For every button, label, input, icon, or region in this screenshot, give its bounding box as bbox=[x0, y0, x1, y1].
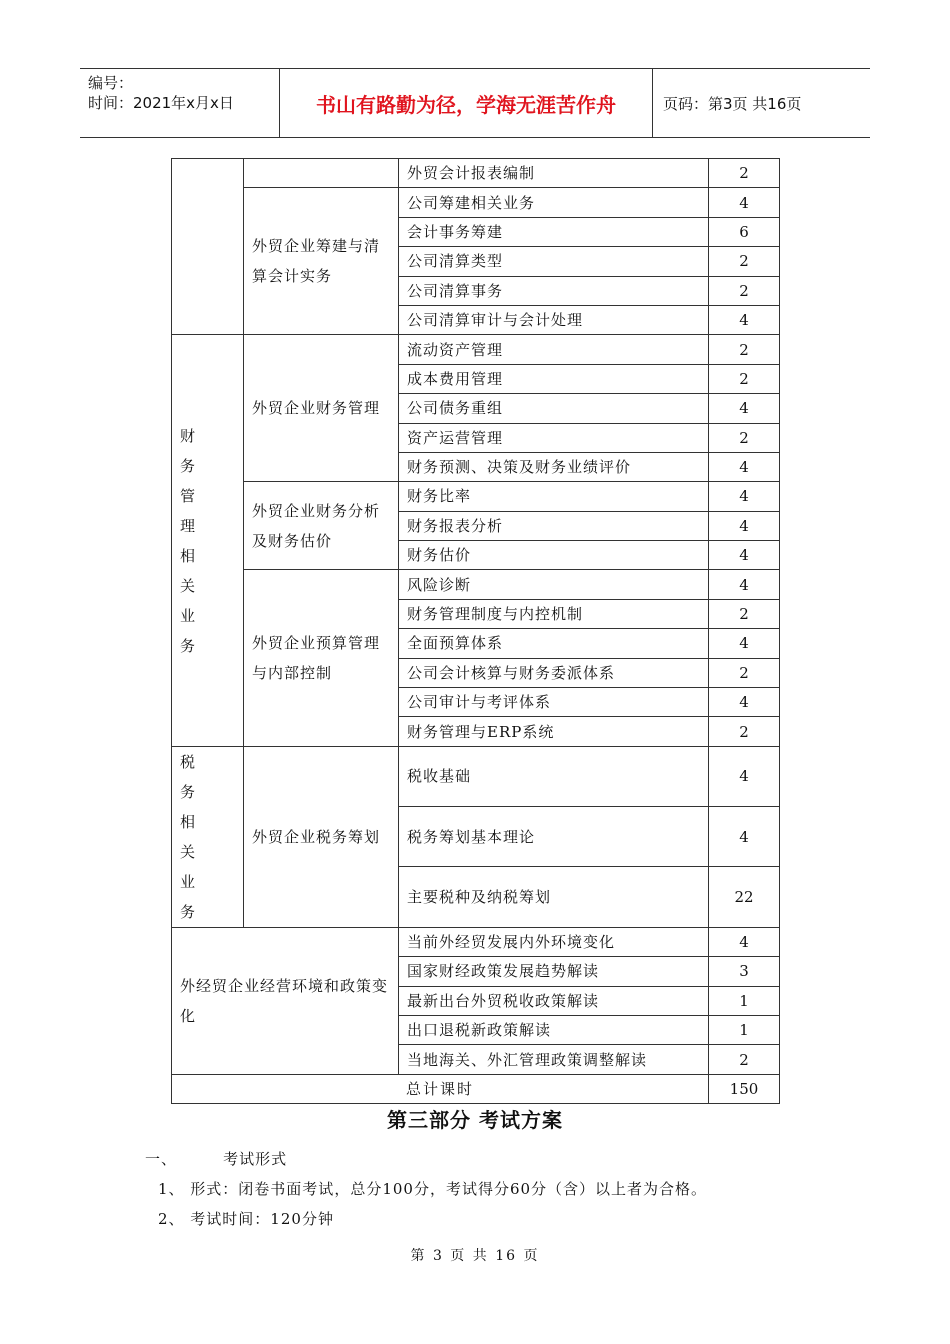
item-cell: 公司债务重组 bbox=[399, 394, 709, 423]
section-title: 第三部分 考试方案 bbox=[387, 1108, 563, 1132]
item-cell: 成本费用管理 bbox=[399, 364, 709, 393]
hours-cell: 1 bbox=[709, 1015, 780, 1044]
hours-cell: 4 bbox=[709, 188, 780, 217]
header-motto: 书山有路勤为径，学海无涯苦作舟 bbox=[280, 69, 653, 137]
code-label: 编号： bbox=[88, 74, 134, 92]
subcategory-cell: 外贸企业税务筹划 bbox=[244, 746, 399, 927]
item-cell: 公司清算事务 bbox=[399, 276, 709, 305]
subcategory-cell: 外贸企业财务管理 bbox=[244, 335, 399, 482]
hours-cell: 2 bbox=[709, 599, 780, 628]
item-cell: 财务管理制度与内控机制 bbox=[399, 599, 709, 628]
hours-cell: 2 bbox=[709, 159, 780, 188]
hours-cell: 4 bbox=[709, 688, 780, 717]
item-cell: 公司清算审计与会计处理 bbox=[399, 305, 709, 334]
item-cell: 资产运营管理 bbox=[399, 423, 709, 452]
header-page-number: 页码：第3页 共16页 bbox=[663, 94, 802, 113]
item-cell: 全面预算体系 bbox=[399, 629, 709, 658]
hours-cell: 2 bbox=[709, 658, 780, 687]
table-row bbox=[172, 570, 780, 599]
hours-cell: 6 bbox=[709, 217, 780, 246]
course-hours-table bbox=[171, 158, 780, 1104]
table-row bbox=[172, 188, 780, 217]
subcategory-cell: 外贸企业财务分析及财务估价 bbox=[244, 482, 399, 570]
hours-cell: 4 bbox=[709, 570, 780, 599]
hours-cell: 4 bbox=[709, 511, 780, 540]
hours-cell: 4 bbox=[709, 629, 780, 658]
table-total-row bbox=[172, 1074, 780, 1103]
paragraph: 1、 形式：闭卷书面考试，总分100分，考试得分60分（含）以上者为合格。 bbox=[158, 1180, 708, 1198]
subcategory-cell bbox=[244, 159, 399, 188]
item-cell: 税务筹划基本理论 bbox=[399, 807, 709, 867]
item-cell: 会计事务筹建 bbox=[399, 217, 709, 246]
hours-cell: 4 bbox=[709, 541, 780, 570]
category-cell bbox=[172, 159, 244, 335]
item-cell: 财务管理与ERP系统 bbox=[399, 717, 709, 746]
page-header bbox=[80, 68, 870, 138]
item-cell: 风险诊断 bbox=[399, 570, 709, 599]
total-hours: 150 bbox=[709, 1074, 780, 1103]
hours-cell: 1 bbox=[709, 986, 780, 1015]
subcategory-cell: 外贸企业筹建与清算会计实务 bbox=[244, 188, 399, 335]
item-cell: 最新出台外贸税收政策解读 bbox=[399, 986, 709, 1015]
section-heading: 一、 考试形式 bbox=[145, 1150, 288, 1168]
table-row bbox=[172, 927, 780, 956]
item-cell: 主要税种及纳税筹划 bbox=[399, 867, 709, 927]
item-cell: 外贸会计报表编制 bbox=[399, 159, 709, 188]
item-cell: 财务报表分析 bbox=[399, 511, 709, 540]
hours-cell: 3 bbox=[709, 957, 780, 986]
item-cell: 税收基础 bbox=[399, 746, 709, 806]
hours-cell: 4 bbox=[709, 394, 780, 423]
category-label: 财务管理相关业务 bbox=[180, 426, 198, 655]
hours-cell: 2 bbox=[709, 335, 780, 364]
item-cell: 当前外经贸发展内外环境变化 bbox=[399, 927, 709, 956]
item-cell: 公司清算类型 bbox=[399, 247, 709, 276]
total-label: 总计课时 bbox=[172, 1074, 709, 1103]
page-footer: 第 3 页 共 16 页 bbox=[410, 1248, 540, 1264]
time-label: 时间：2021年x月x日 bbox=[88, 94, 234, 112]
paragraph: 2、 考试时间：120分钟 bbox=[158, 1210, 334, 1228]
item-cell: 财务预测、决策及财务业绩评价 bbox=[399, 452, 709, 481]
category-cell bbox=[172, 335, 244, 746]
table-row bbox=[172, 159, 780, 188]
category-label: 税务相关业务 bbox=[180, 752, 198, 921]
category-cell bbox=[172, 746, 244, 927]
hours-cell: 4 bbox=[709, 746, 780, 806]
table-row bbox=[172, 746, 780, 806]
hours-cell: 22 bbox=[709, 867, 780, 927]
item-cell: 财务比率 bbox=[399, 482, 709, 511]
header-meta bbox=[80, 69, 280, 137]
hours-cell: 4 bbox=[709, 807, 780, 867]
hours-cell: 4 bbox=[709, 305, 780, 334]
item-cell: 公司审计与考评体系 bbox=[399, 688, 709, 717]
item-cell: 当地海关、外汇管理政策调整解读 bbox=[399, 1045, 709, 1074]
item-cell: 出口退税新政策解读 bbox=[399, 1015, 709, 1044]
item-cell: 公司筹建相关业务 bbox=[399, 188, 709, 217]
item-cell: 国家财经政策发展趋势解读 bbox=[399, 957, 709, 986]
hours-cell: 2 bbox=[709, 364, 780, 393]
hours-cell: 2 bbox=[709, 717, 780, 746]
hours-cell: 2 bbox=[709, 423, 780, 452]
hours-cell: 4 bbox=[709, 482, 780, 511]
item-cell: 流动资产管理 bbox=[399, 335, 709, 364]
table-row bbox=[172, 335, 780, 364]
hours-cell: 4 bbox=[709, 927, 780, 956]
hours-cell: 4 bbox=[709, 452, 780, 481]
table-row bbox=[172, 482, 780, 511]
item-cell: 公司会计核算与财务委派体系 bbox=[399, 658, 709, 687]
item-cell: 财务估价 bbox=[399, 541, 709, 570]
subcategory-cell: 外贸企业预算管理与内部控制 bbox=[244, 570, 399, 746]
hours-cell: 2 bbox=[709, 276, 780, 305]
hours-cell: 2 bbox=[709, 1045, 780, 1074]
hours-cell: 2 bbox=[709, 247, 780, 276]
subcategory-cell: 外经贸企业经营环境和政策变化 bbox=[172, 927, 399, 1074]
